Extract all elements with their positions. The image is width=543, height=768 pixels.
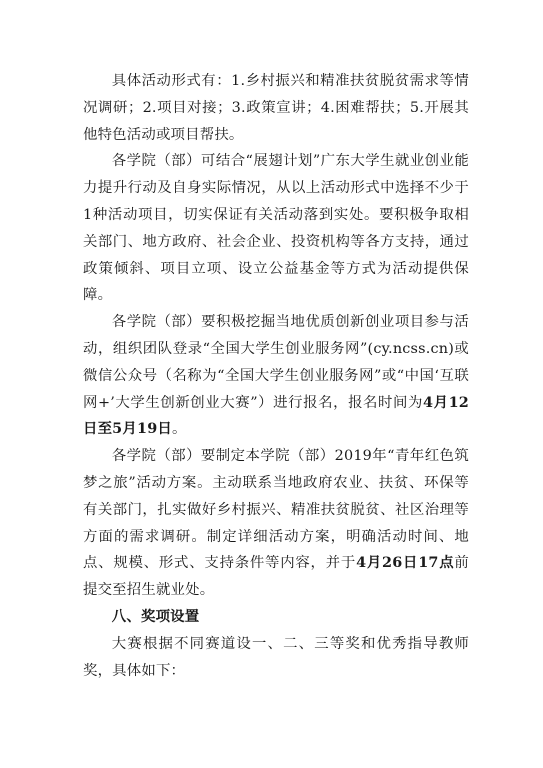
activity-plan-text-end: 前提交至招生就业处。 (83, 555, 469, 599)
section-heading-awards: 八、奖项设置 (111, 608, 200, 625)
registration-text-end: 。 (172, 421, 187, 438)
activity-plan-deadline: 4月26日17点 (356, 554, 455, 572)
paragraph-registration (83, 309, 469, 443)
paragraph-activity-forms: 具体活动形式有：1.乡村振兴和精准扶贫脱贫需求等情况调研；2.项目对接；3.政策宣讲；4.困难帮扶；5.开展其他特色活动或项目帮扶。 (83, 73, 469, 143)
paragraph-college-options: 各学院（部）可结合“展翅计划”广东大学生就业创业能力提升行动及自身实际情况，从以上活动形式中选择不少于1种活动项目，切实保证有关活动落到实处。要积极争取相关部门、地方政府、社会企业、投资机构等各方支持，通过政策倾斜、项目立项、设立公益基金等方式为活动提供保障。 (83, 153, 469, 304)
document-body (83, 68, 469, 684)
paragraph-awards-intro: 大赛根据不同赛道设一、二、三等奖和优秀指导教师奖，具体如下： (83, 635, 469, 679)
paragraph-activity-plan (83, 443, 469, 604)
registration-deadline: 4月12日至5月19日 (83, 393, 469, 438)
registration-text: 各学院（部）要积极挖掘当地优质创新创业项目参与活动，组织团队登录“全国大学生创业服务网”(cy.ncss.cn)或微信公众号（名称为“全国大学生创业服务网”或“中国‘互联网+’大学生创新创业大赛”）进行报名，报名时间为 (83, 314, 469, 411)
activity-plan-text: 各学院（部）要制定本学院（部）2019年“青年红色筑梦之旅”活动方案。主动联系当地政府农业、扶贫、环保等有关部门，扎实做好乡村振兴、精准扶贫脱贫、社区治理等方面的需求调研。制定详细活动方案，明确活动时间、地点、规模、形式、支持条件等内容，并于 (83, 448, 469, 572)
